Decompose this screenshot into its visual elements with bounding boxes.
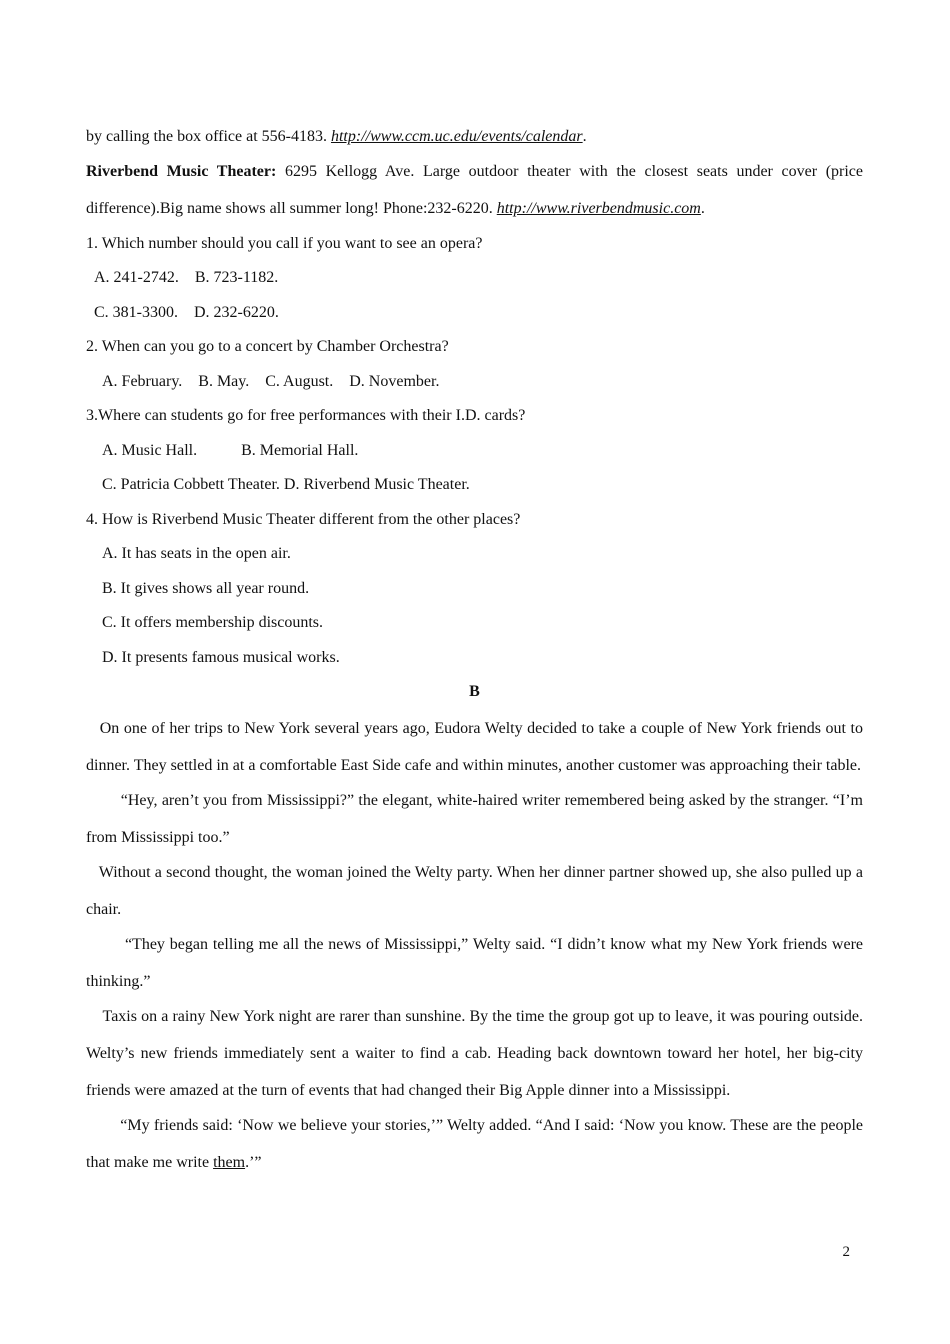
underlined-word: them	[213, 1153, 246, 1171]
riverbend-line-2	[86, 192, 863, 227]
question-2	[86, 330, 863, 399]
question-3	[86, 399, 863, 503]
answer-option: B. It gives shows all year round.	[86, 579, 310, 597]
question-stem: 4. How is Riverbend Music Theater different from the other places?	[86, 510, 521, 528]
period: .	[582, 128, 587, 145]
riverbend-description: 6295 Kellogg Ave. Large outdoor theater with the closest seats under cover (price	[276, 162, 864, 180]
answer-option: C. It offers membership discounts.	[86, 614, 324, 631]
section-heading: B	[469, 683, 480, 700]
question-stem: 3.Where can students go for free performances with their I.D. cards?	[86, 407, 526, 424]
question-1	[86, 227, 863, 331]
paragraph: “Hey, aren’t you from Mississippi?” the elegant, white-haired writer remembered being asked by the stranger. “I’m from Mississippi too.”	[86, 791, 863, 846]
document-page	[86, 120, 863, 1181]
question-stem: 2. When can you go to a concert by Chamber Orchestra?	[86, 338, 449, 355]
riverbend-name: Riverbend Music Theater:	[86, 162, 277, 180]
riverbend-line-1	[86, 155, 863, 190]
paragraph-text-end: .’”	[245, 1153, 262, 1171]
paragraph: On one of her trips to New York several years ago, Eudora Welty decided to take a couple of New York friends out to dinner. They settled in at a comfortable East Side cafe and within minutes, another customer was approaching their table.	[86, 719, 863, 774]
paragraph: Taxis on a rainy New York night are rarer than sunshine. By the time the group got up to leave, it was pouring outside. Welty’s new friends immediately sent a waiter to find a cab. Heading back downtown toward her hotel, her big-city friends were amazed at the turn of events that had changed their Big Apple dinner into a Mississippi.	[86, 1007, 863, 1099]
passage-b	[86, 710, 863, 1181]
answer-options: A. 241-2742. B. 723-1182.	[86, 269, 279, 286]
answer-options: A. February. B. May. C. August. D. November.	[86, 372, 440, 390]
answer-options: C. 381-3300. D. 232-6220.	[86, 303, 279, 321]
page-number: 2	[842, 1244, 850, 1260]
answer-option: D. It presents famous musical works.	[86, 648, 340, 666]
answer-options: C. Patricia Cobbett Theater. D. Riverbend Music Theater.	[86, 476, 470, 493]
answer-option: A. It has seats in the open air.	[86, 545, 291, 562]
box-office-line	[86, 120, 863, 155]
paragraph: “They began telling me all the news of Mississippi,” Welty said. “I didn’t know what my New York friends were thinking.”	[86, 935, 863, 990]
paragraph-text: “My friends said: ‘Now we believe your stories,’” Welty added. “And I said: ‘Now you know. These are the people that make me write	[86, 1116, 863, 1171]
period: .	[700, 200, 705, 217]
riverbend-phone-text: difference).Big name shows all summer long! Phone:232-6220.	[86, 200, 497, 217]
question-stem: 1. Which number should you call if you want to see an opera?	[86, 234, 483, 252]
box-office-text: by calling the box office at 556-4183.	[86, 128, 331, 145]
ccm-calendar-link[interactable]: http://www.ccm.uc.edu/events/calendar	[330, 128, 583, 145]
paragraph-last	[86, 1107, 863, 1181]
answer-options: A. Music Hall. B. Memorial Hall.	[86, 441, 359, 459]
riverbend-link[interactable]: http://www.riverbendmusic.com	[496, 200, 701, 217]
question-4	[86, 503, 863, 676]
paragraph: Without a second thought, the woman joined the Welty party. When her dinner partner showed up, she also pulled up a chair.	[86, 863, 863, 918]
